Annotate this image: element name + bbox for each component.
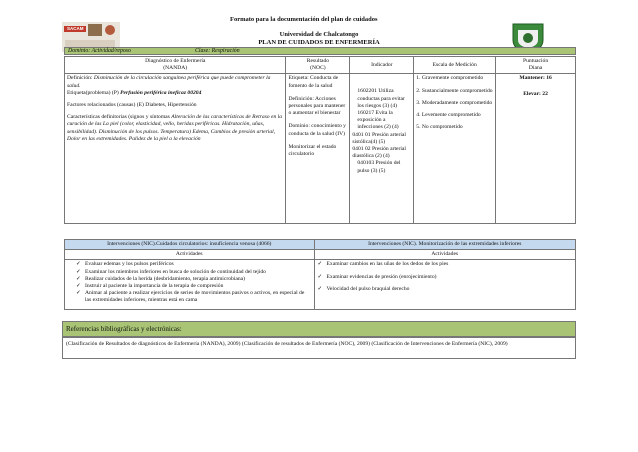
diagnosis-cell (65, 74, 286, 224)
activity-item: ✓ Examinar cambios en las uñas de los dedos de los pies (317, 261, 573, 268)
score-maintain: Mantener: 16 (519, 75, 552, 82)
indicator-item: 0401 02 Presión arterial diastólica (2) (4) (352, 146, 406, 160)
interventions-left-header: Intervenciones (NIC).Cuidados circulatorios: insuficiencia venosa (4066) (65, 240, 315, 250)
result-label: Etiqueta: Conducta de fomento de la salud (288, 75, 339, 89)
references-text: (Clasificación de Resultados de diagnósticos de Enfermería (NANDA), 2009) (Clasificación de resultados de Enfermería (NOC), 2009) (Clasificación de Intervenciones de Enfermería (NIC), 2009) (62, 337, 576, 359)
activity-item: ✓ Realizar cuidados de la herida (desbridamiento, terapia antimicrobiana) (75, 276, 312, 283)
interventions-right-header: Intervenciones (NIC). Monitorización de las extremidades inferiores (314, 240, 575, 250)
activity-item: ✓ Evaluar edemas y los pulsos periféricos (75, 261, 312, 268)
definition-label: Definición: (67, 75, 93, 82)
scale-item: 1. Gravemente comprometido (416, 75, 484, 82)
header-scale: Escala de Medición (414, 57, 496, 74)
scale-item: 2. Sustancialmente comprometido (416, 87, 493, 94)
activity-item: ✓ Examinar los miembros inferiores en busca de solución de continuidad del tejido (75, 269, 312, 276)
indicator-item: 160217 Evita la exposición a infecciones (2) (4) (357, 110, 399, 131)
scale-item: 4. Levemente comprometido (416, 112, 481, 119)
result-domain: Dominio: conocimiento y conducta de la salud (IV) (288, 123, 346, 137)
scale-item: 5. No comprometido (416, 124, 463, 131)
activity-item: ✓ Velocidad del pulso braquial derecho (317, 286, 573, 293)
activity-item: ✓ Instruir al paciente la importancia de la terapia de compresión (75, 283, 312, 290)
indicator-item: 040103 Presión del pulso (3) (5) (357, 160, 401, 174)
factors-text: Factores relacionados (causas) (E) Diabetes, Hipertensión (67, 102, 197, 109)
activities-right-list (317, 261, 573, 293)
characteristics-label: Características definitorias (signos y síntomas (67, 114, 170, 121)
activities-left-cell (65, 260, 315, 310)
activity-item: ✓ Animar al paciente a realizar ejercicios de series de movimientos pasivos o activos, en especial de las extremidades inferiores, mientras está en cama (75, 290, 312, 304)
definition-text: Disminución de la circulación sanguínea periférica que puede comprometer la salud. (67, 75, 271, 89)
table-header-row (65, 57, 576, 74)
care-plan-table (64, 56, 576, 224)
domain-bar (64, 47, 576, 55)
activities-left-list (67, 261, 312, 304)
activity-item: ✓ Examinar evidencias de presión (enrojecimiento) (317, 274, 573, 281)
document-title: Formato para la documentación del plan de cuidados (230, 16, 378, 23)
activities-left-header: Actividades (65, 250, 315, 260)
score-cell (496, 74, 576, 224)
header-diagnosis: Diagnóstico de Enfermería (NANDA) (65, 57, 286, 74)
plan-title: PLAN DE CUIDADOS DE ENFERMERÍA (258, 39, 380, 46)
domain-label: Dominio: Actividad/reposo (68, 48, 131, 54)
result-monitor: Monitorizar el estado circulatorio (288, 143, 337, 158)
indicator-cell (350, 74, 414, 224)
score-raise: Elevar: 22 (523, 90, 548, 97)
activities-right-cell (314, 260, 575, 310)
header-score: Puntuación Diana (496, 57, 576, 74)
indicator-item: 0401 01 Presión arterial sistólica(4) (5) (352, 131, 406, 145)
references-title: Referencias bibliográficas y electrónicas: (62, 321, 576, 337)
tag-label: Etiqueta(problema) (P) (67, 89, 119, 96)
result-definition: Definición: Acciones personales para mantener o aumentar el bienestar (288, 95, 346, 117)
indicator-item: 1602201 Utiliza conductas para evitar los riesgos (3) (4) (357, 88, 405, 109)
scale-cell (414, 74, 496, 224)
activities-right-header: Actividades (314, 250, 575, 260)
header-result: Resultado (NOC) (286, 57, 350, 74)
characteristics-text: Alteración de las características de Retraso en la curación de las La piel (color, elasticidad, vello, heridas periféricas. Hidratación, uñas, sensibilidad). Disminución de los pulsos. Temperatura) Edema, Cambios de presión arterial, Dolor en las extremidades. Palidez de la piel a la elevación (67, 114, 283, 142)
sacam-logo-text: SACAM (67, 26, 84, 31)
table-row (65, 74, 576, 224)
tag-text: Perfusión periférica ineficaz 00204 (120, 89, 202, 96)
class-label: Clase: Respiración (195, 48, 240, 54)
result-cell (286, 74, 350, 224)
header-indicator: Indicador (350, 57, 414, 74)
interventions-table (64, 239, 576, 310)
scale-item: 3. Moderadamente comprometido (416, 99, 493, 106)
university-name: Universidad de Chalcatongo (279, 31, 359, 38)
